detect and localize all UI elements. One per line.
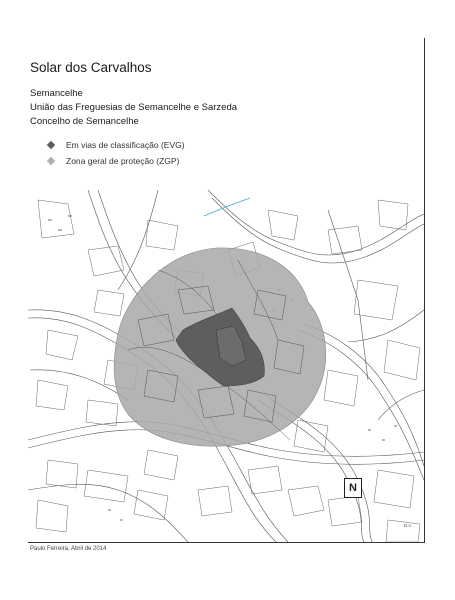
- legend-label: Zona geral de proteção (ZGP): [66, 156, 180, 166]
- stream-line: [204, 198, 250, 216]
- cadastral-map: [28, 190, 424, 542]
- map-title: Solar dos Carvalhos: [30, 60, 152, 75]
- frame-line: [28, 542, 425, 543]
- diamond-evg-icon: [47, 141, 55, 149]
- parish-label: União das Freguesias de Semancelhe e Sarzeda: [30, 102, 238, 113]
- diamond-zgp-icon: [47, 157, 55, 165]
- municipality-label: Semancelhe: [30, 88, 83, 99]
- legend-item-evg: [48, 140, 185, 150]
- source-credit: Paulo Ferreira, Abril de 2014: [30, 546, 107, 552]
- legend-label: Em vias de classificação (EVG): [66, 140, 185, 150]
- county-label: Concelho de Semancelhe: [30, 116, 139, 127]
- legend-item-zgp: [48, 156, 179, 166]
- scale-label: D.n: [404, 523, 412, 528]
- frame-line: [424, 38, 425, 543]
- north-arrow-icon: N: [344, 478, 362, 498]
